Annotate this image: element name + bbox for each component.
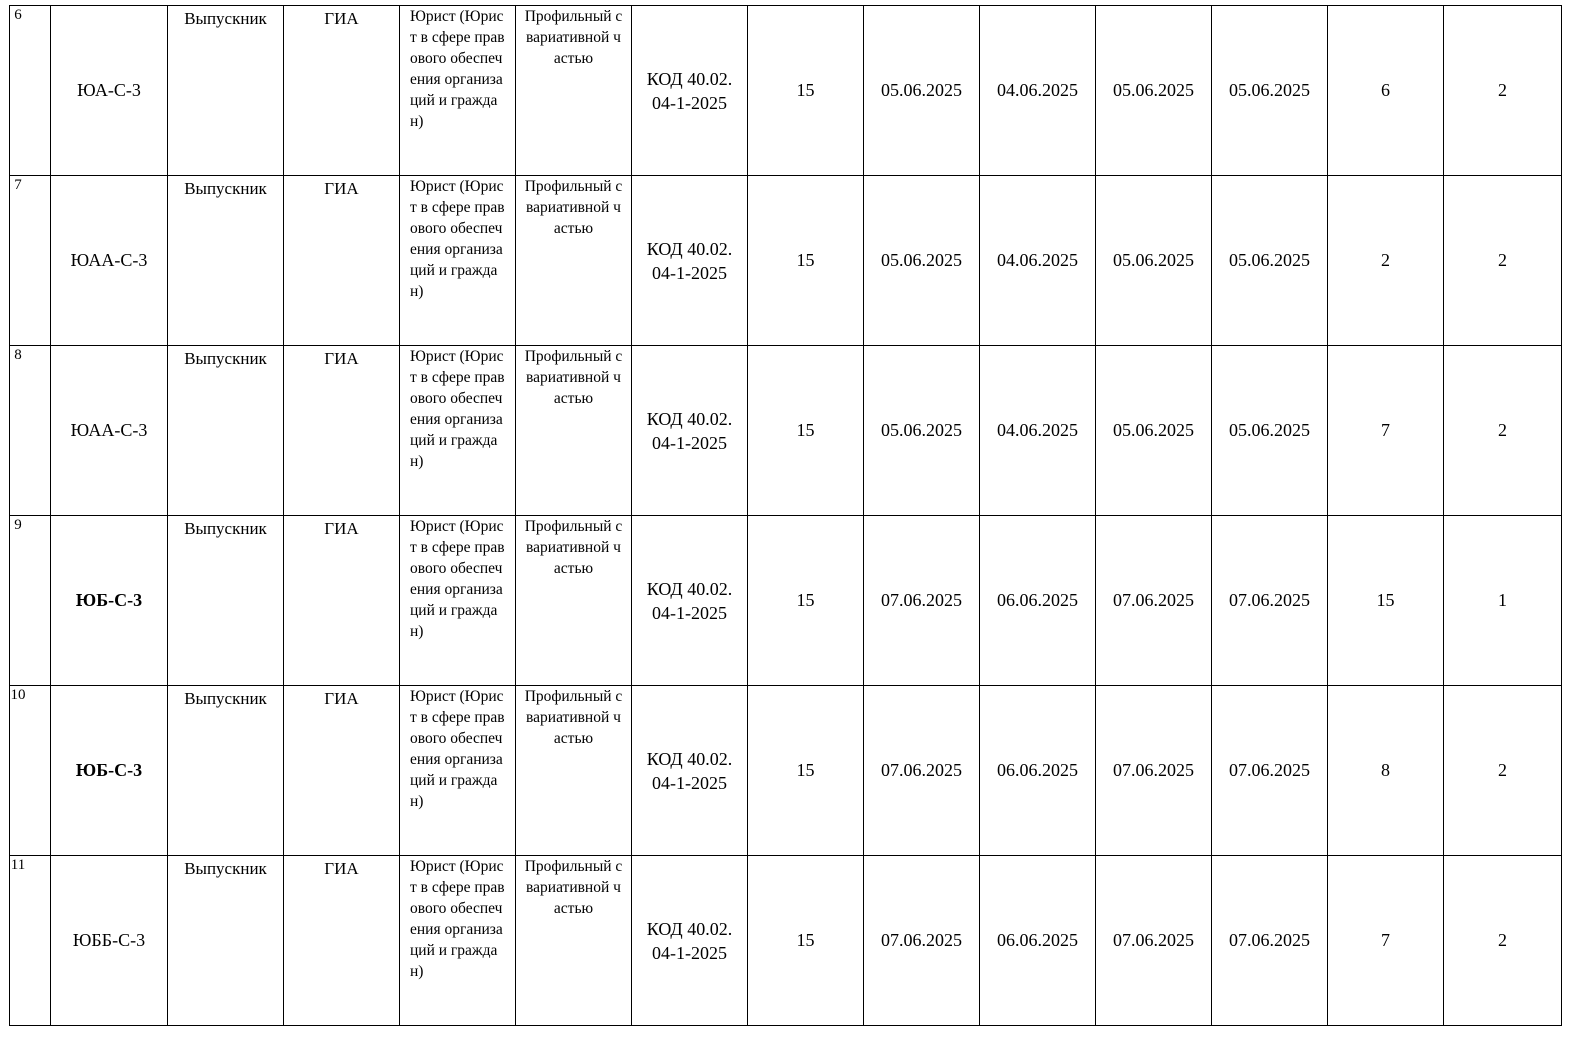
profile-cell [516, 516, 632, 686]
date-cell-1: 05.06.2025 [864, 6, 980, 176]
count-cell: 15 [748, 516, 864, 686]
date-cell-2: 06.06.2025 [980, 856, 1096, 1026]
profile-text: Профильный с вариативной частью [524, 178, 623, 237]
specialty-text: Юрист (Юрист в сфере правового обеспечения организаций и граждан) [410, 518, 505, 640]
code-cell [632, 346, 748, 516]
value-cell-2: 7 [1328, 346, 1444, 516]
date-cell-2: 04.06.2025 [980, 176, 1096, 346]
date-cell-2: 04.06.2025 [980, 6, 1096, 176]
group-cell: ЮБ-С-3 [51, 516, 168, 686]
category-text: Выпускник [184, 859, 267, 878]
value-cell-3: 2 [1444, 176, 1562, 346]
code-text: КОД 40.02.04-1-2025 [646, 238, 733, 283]
profile-cell [516, 686, 632, 856]
date-cell-1: 07.06.2025 [864, 856, 980, 1026]
type-cell [284, 6, 400, 176]
code-cell [632, 686, 748, 856]
type-cell [284, 346, 400, 516]
code-text: КОД 40.02.04-1-2025 [646, 68, 733, 113]
count-cell: 15 [748, 176, 864, 346]
date-cell-2: 04.06.2025 [980, 346, 1096, 516]
code-cell [632, 516, 748, 686]
table-row [10, 856, 1562, 1026]
date-cell-2: 06.06.2025 [980, 516, 1096, 686]
profile-cell [516, 176, 632, 346]
code-text: КОД 40.02.04-1-2025 [646, 748, 733, 793]
value-cell-3: 2 [1444, 6, 1562, 176]
specialty-cell [400, 686, 516, 856]
count-cell: 15 [748, 346, 864, 516]
row-number-cell [10, 516, 51, 686]
value-cell-3: 1 [1444, 516, 1562, 686]
code-text: КОД 40.02.04-1-2025 [646, 918, 733, 963]
profile-text: Профильный с вариативной частью [524, 688, 623, 747]
table-body [10, 6, 1562, 1026]
profile-text: Профильный с вариативной частью [524, 518, 623, 577]
group-cell: ЮББ-С-3 [51, 856, 168, 1026]
table-row [10, 176, 1562, 346]
category-text: Выпускник [184, 519, 267, 538]
date-cell-3: 07.06.2025 [1096, 856, 1212, 1026]
date-cell-4: 05.06.2025 [1212, 346, 1328, 516]
value-cell-3: 2 [1444, 856, 1562, 1026]
code-cell [632, 176, 748, 346]
date-cell-4: 05.06.2025 [1212, 176, 1328, 346]
table-row [10, 516, 1562, 686]
specialty-text: Юрист (Юрист в сфере правового обеспечения организаций и граждан) [410, 178, 505, 300]
group-cell: ЮБ-С-3 [51, 686, 168, 856]
category-text: Выпускник [184, 689, 267, 708]
category-text: Выпускник [184, 349, 267, 368]
date-cell-3: 07.06.2025 [1096, 516, 1212, 686]
value-cell-2: 15 [1328, 516, 1444, 686]
date-cell-4: 07.06.2025 [1212, 686, 1328, 856]
specialty-text: Юрист (Юрист в сфере правового обеспечения организаций и граждан) [410, 8, 505, 130]
count-cell: 15 [748, 856, 864, 1026]
specialty-cell [400, 856, 516, 1026]
category-cell [168, 346, 284, 516]
type-text: ГИА [324, 9, 359, 28]
row-number: 8 [14, 347, 22, 363]
specialty-cell [400, 346, 516, 516]
specialty-text: Юрист (Юрист в сфере правового обеспечения организаций и граждан) [410, 688, 505, 810]
group-cell: ЮА-С-3 [51, 6, 168, 176]
value-cell-3: 2 [1444, 346, 1562, 516]
profile-cell [516, 6, 632, 176]
count-cell: 15 [748, 686, 864, 856]
row-number: 7 [14, 177, 22, 193]
specialty-cell [400, 6, 516, 176]
value-cell-2: 6 [1328, 6, 1444, 176]
category-cell [168, 176, 284, 346]
row-number-cell [10, 176, 51, 346]
category-cell [168, 856, 284, 1026]
value-cell-3: 2 [1444, 686, 1562, 856]
date-cell-1: 07.06.2025 [864, 686, 980, 856]
category-text: Выпускник [184, 9, 267, 28]
profile-text: Профильный с вариативной частью [524, 858, 623, 917]
category-cell [168, 6, 284, 176]
date-cell-4: 05.06.2025 [1212, 6, 1328, 176]
type-text: ГИА [324, 179, 359, 198]
specialty-cell [400, 176, 516, 346]
table-row [10, 6, 1562, 176]
row-number-cell [10, 856, 51, 1026]
code-cell [632, 856, 748, 1026]
specialty-text: Юрист (Юрист в сфере правового обеспечения организаций и граждан) [410, 348, 505, 470]
date-cell-1: 07.06.2025 [864, 516, 980, 686]
specialty-text: Юрист (Юрист в сфере правового обеспечения организаций и граждан) [410, 858, 505, 980]
code-text: КОД 40.02.04-1-2025 [646, 408, 733, 453]
specialty-cell [400, 516, 516, 686]
profile-cell [516, 856, 632, 1026]
type-text: ГИА [324, 349, 359, 368]
profile-text: Профильный с вариативной частью [524, 348, 623, 407]
date-cell-3: 05.06.2025 [1096, 346, 1212, 516]
code-text: КОД 40.02.04-1-2025 [646, 578, 733, 623]
date-cell-2: 06.06.2025 [980, 686, 1096, 856]
type-cell [284, 176, 400, 346]
row-number: 9 [14, 517, 22, 533]
type-cell [284, 516, 400, 686]
date-cell-1: 05.06.2025 [864, 346, 980, 516]
row-number-cell [10, 686, 51, 856]
table-row [10, 346, 1562, 516]
profile-cell [516, 346, 632, 516]
date-cell-3: 07.06.2025 [1096, 686, 1212, 856]
type-text: ГИА [324, 859, 359, 878]
date-cell-3: 05.06.2025 [1096, 176, 1212, 346]
row-number: 10 [10, 687, 26, 703]
row-number: 6 [14, 7, 22, 23]
profile-text: Профильный с вариативной частью [524, 8, 623, 67]
type-cell [284, 856, 400, 1026]
value-cell-2: 2 [1328, 176, 1444, 346]
type-text: ГИА [324, 689, 359, 708]
group-cell: ЮАА-С-3 [51, 346, 168, 516]
table-row [10, 686, 1562, 856]
date-cell-4: 07.06.2025 [1212, 856, 1328, 1026]
row-number-cell [10, 6, 51, 176]
date-cell-3: 05.06.2025 [1096, 6, 1212, 176]
category-text: Выпускник [184, 179, 267, 198]
value-cell-2: 8 [1328, 686, 1444, 856]
type-text: ГИА [324, 519, 359, 538]
row-number: 11 [10, 857, 26, 873]
category-cell [168, 686, 284, 856]
date-cell-4: 07.06.2025 [1212, 516, 1328, 686]
category-cell [168, 516, 284, 686]
group-cell: ЮАА-С-3 [51, 176, 168, 346]
type-cell [284, 686, 400, 856]
row-number-cell [10, 346, 51, 516]
code-cell [632, 6, 748, 176]
count-cell: 15 [748, 6, 864, 176]
value-cell-2: 7 [1328, 856, 1444, 1026]
date-cell-1: 05.06.2025 [864, 176, 980, 346]
schedule-table [9, 5, 1562, 1026]
